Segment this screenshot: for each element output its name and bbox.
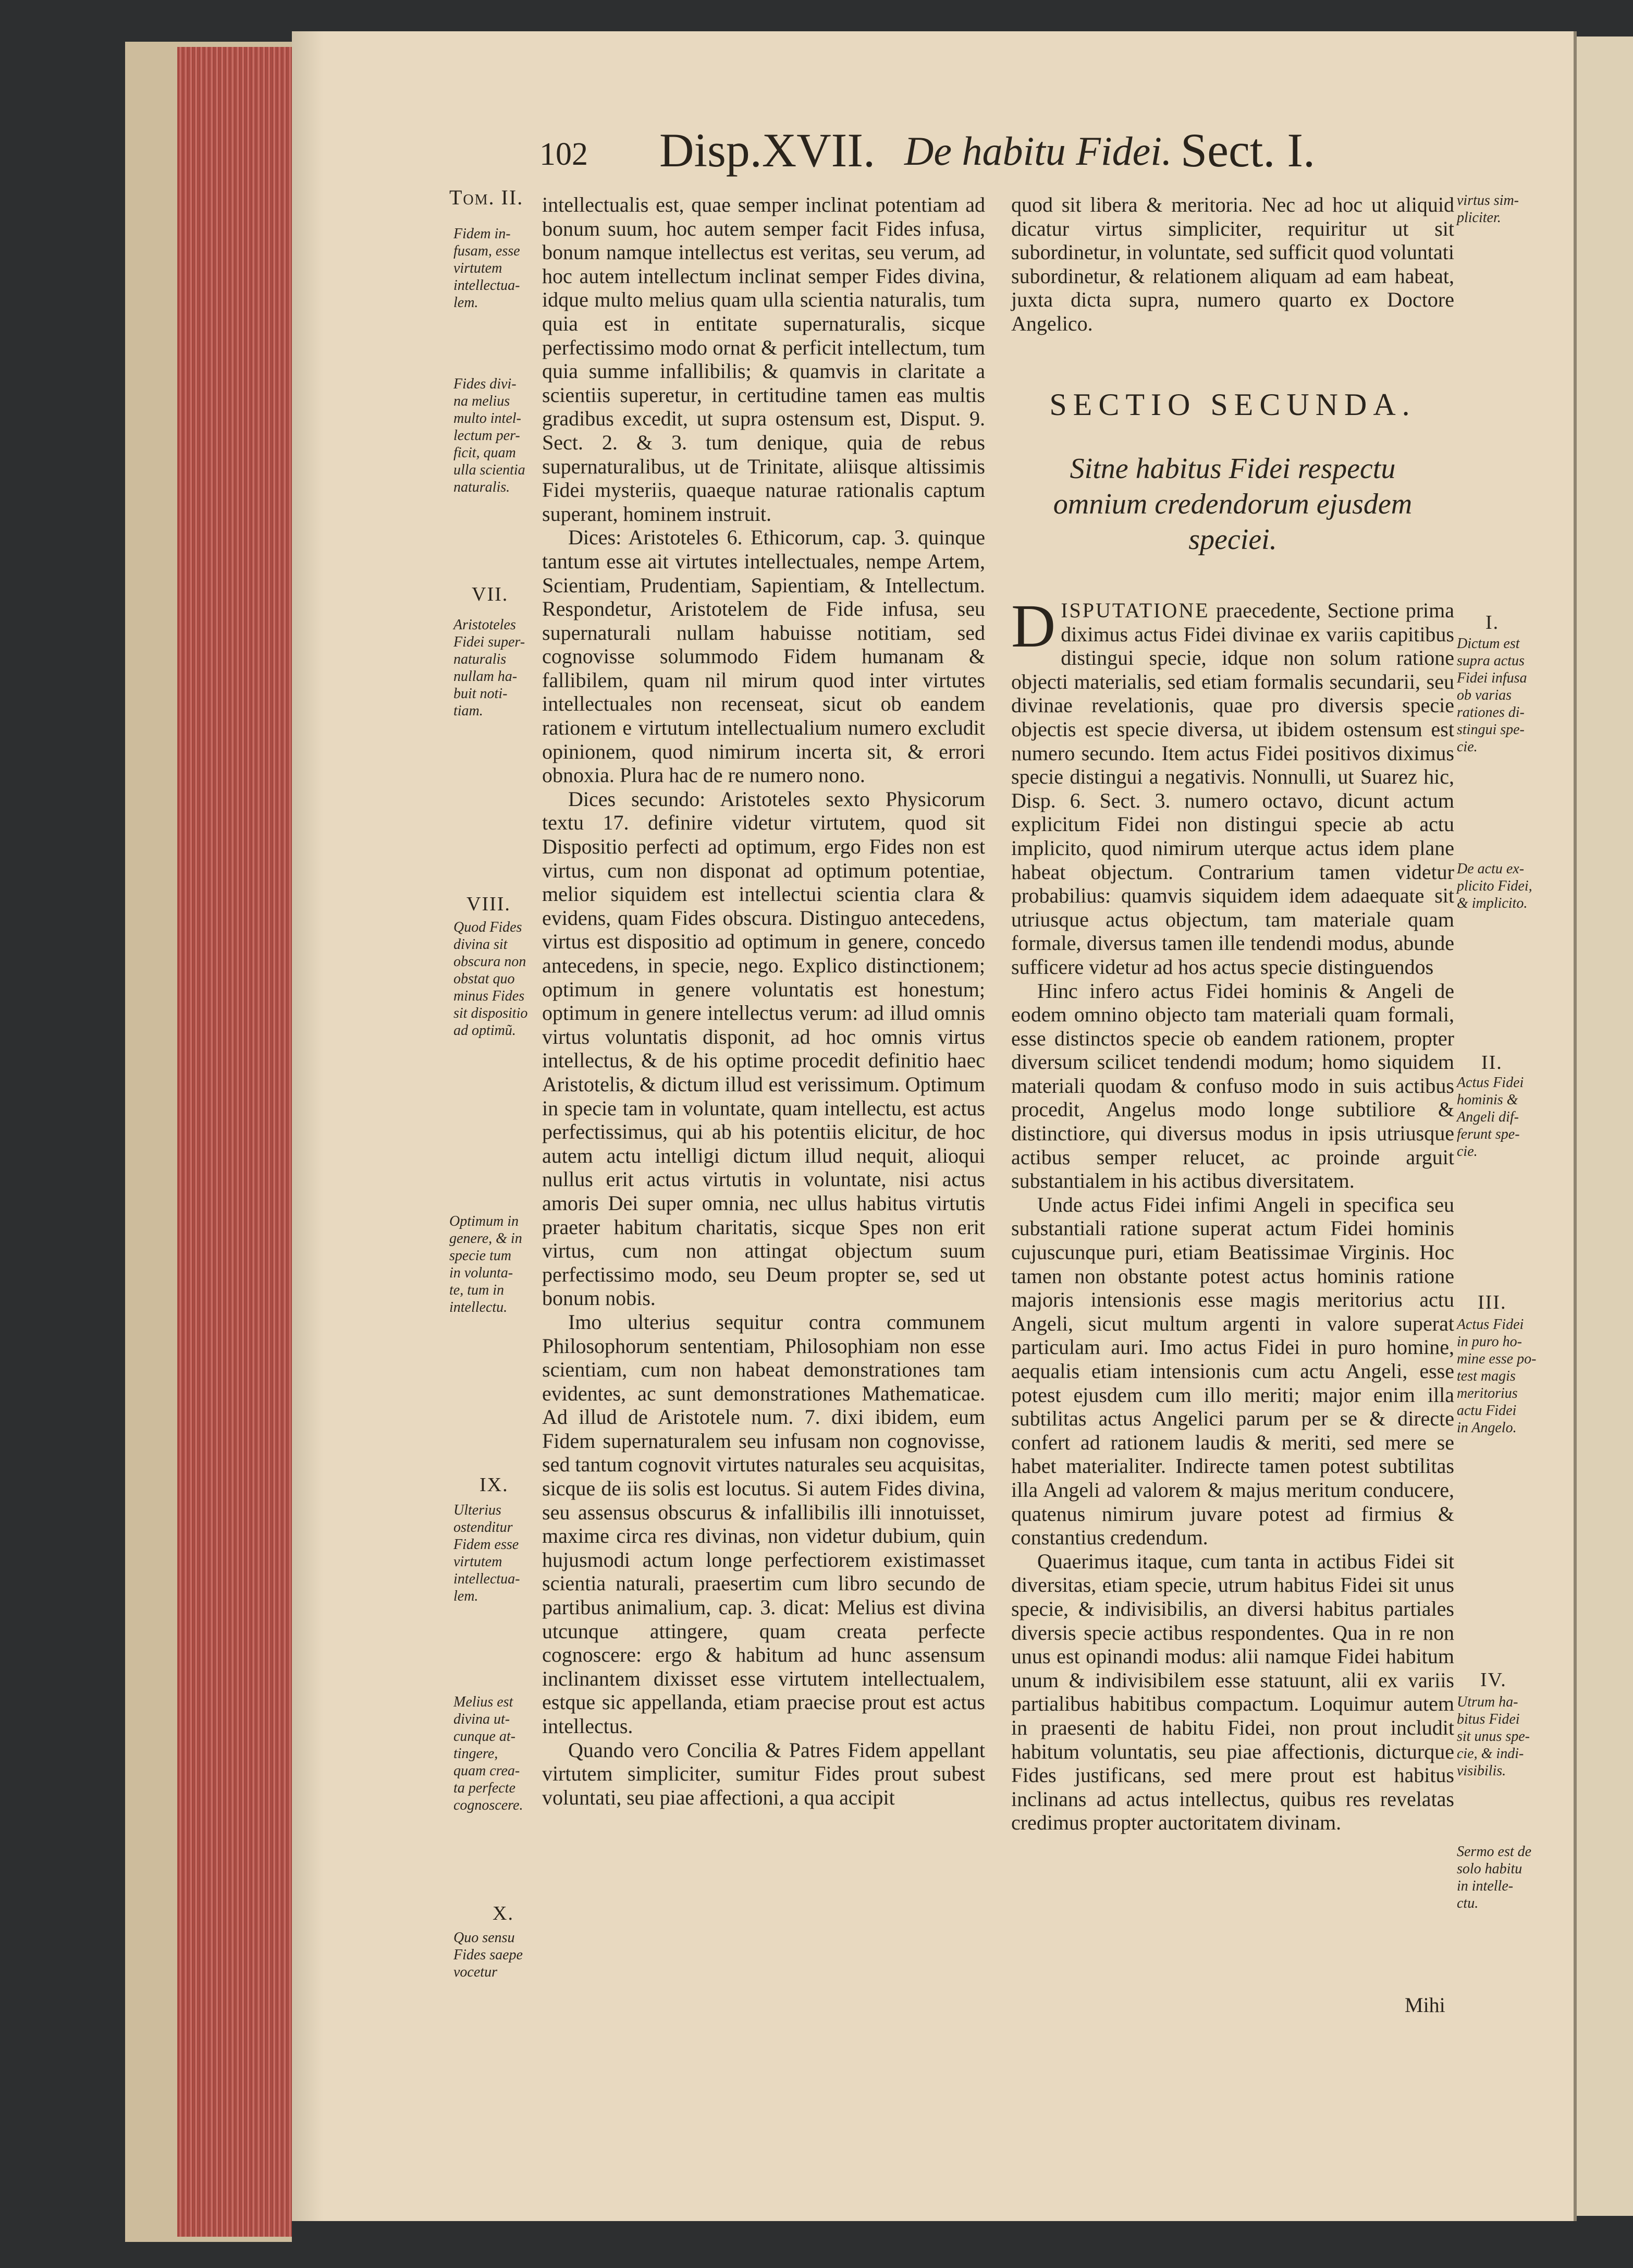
topic-label: De habitu Fidei. (904, 128, 1172, 174)
margin-note-2: Fides divi- na melius multo intel- lectum per- ficit, quam ulla scientia naturalis. (453, 376, 525, 495)
margin-number-viii: VIII. (466, 893, 511, 915)
paragraph-text: praecedente, Sectione prima diximus actus Fidei divinae ex variis capitibus distingui specie, idque non solum ratione objecti materialis, sed etiam formalis secundarii, seu divinae revelationis, quae pro diversis specie objectis est specie diversa, ut ibidem ostensum est numero secundo. Item actus Fidei positivos diximus specie distingui a negativis. Nonnulli, ut Suarez hic, Disp. 6. Sect. 3. numero octavo, dicunt actum explicitum Fidei non distingui specie ab actu implicito, quod nimirum uterque actus idem plane habeat objectum. Contrarium tamen videtur probabilius: quamvis siquidem idem adaequate sit utriusque actus objectum, tam materiale quam formale, diversus tamen ille tendendi modus, abunde sufficere videtur ad hos actus specie distinguendos (1011, 599, 1454, 979)
margin-number-vii: VII. (472, 583, 509, 605)
paragraph: Dices: Aristoteles 6. Ethicorum, cap. 3. quinque tantum esse ait virtutes intellectuales, nempe Artem, Scientiam, Prudentiam, Sapientiam, & Intellectum. Respondetur, Aristotelem de Fide infusa, seu supernaturali nullam habuisse notitiam, sed cognovisse solummodo Fidem humanam & fallibilem, quam nil mirum quod inter virtutes intellectuales non recenseat, sicut ob eandem rationem e virtutum intellectualium numero excludit opinionem, quod nimirum incerta sit, & errori obnoxia. Plura hac de re numero nono. (542, 526, 985, 787)
tome-label: Tom. II. (449, 186, 524, 209)
margin-note-r0: virtus sim- pliciter. (1457, 192, 1519, 226)
paragraph: Imo ulterius sequitur contra communem Philosophorum sententiam, Philosophiam non esse scientiam, cum non habeat demonstrationes tam evidentes, ac sunt demonstrationes Mathematicae. Ad illud de Aristotele num. 7. dixi ibidem, eum Fidem supernaturalem seu infusam non cognovisse, sed tantum cognovit virtutes naturales seu acquisitas, sicque de iis solis est locutus. Si autem Fides divina, seu assensus obscurus & infallibilis illi innotuisset, maxime circa res divinas, non videtur dubium, quin hujusmodi actum longe perfectiorem existimasset scientia naturali, praesertim cum libro secundo de partibus animalium, cap. 3. dicat: Melius est divina utcunque attingere, quam creata perfecte cognoscere: ergo & habitum ad hunc assensum inclinantem dixisset esse virtutem intellectualem, estque sic appellanda, etiam praecise prout est actus intellectus. (542, 1310, 985, 1738)
page-edges (177, 47, 292, 2237)
margin-note-6: Ulterius ostenditur Fidem esse virtutem intellectua- lem. (453, 1502, 520, 1604)
catchword: Mihi (1405, 1993, 1445, 2017)
left-column (542, 193, 985, 1809)
margin-number-ii: II. (1481, 1052, 1503, 1074)
paragraph: Quando vero Concilia & Patres Fidem appellant virtutem simpliciter, sumitur Fides prout subest voluntati, seu piae affectioni, a qua accipit (542, 1738, 985, 1809)
next-page-sliver (1574, 36, 1633, 2216)
gutter-shade (292, 31, 323, 2221)
right-column-top (1011, 193, 1454, 336)
margin-note-r2: De actu ex- plicito Fidei, & implicito. (1457, 861, 1532, 911)
margin-number-x: X. (493, 1903, 514, 1924)
paragraph: Unde actus Fidei infimi Angeli in specifica seu substantiali ratione superat actum Fidei hominis cujuscunque puri, etiam Beatissimae Virginis. Hoc tamen non obstante potest actus hominis ratione majoris intensionis esse magis meritorius actu Angeli, sicut multum argenti in valore superat particulam auri. Imo actus Fidei in puro homine, aequalis etiam intensionis cum actu Angeli, esse potest ejusdem cum illo meriti; major enim illa subtilitas actus Angelici parum per se & directe confert ad rationem laudis & meriti, sed mere se habet materialiter. Indirecte tamen potest subtilitas illa Angeli ad valorem & majus meritum conducere, quatenus nimirum juvare potest ad firmius & constantius credendum. (1011, 1192, 1454, 1550)
paragraph: intellectualis est, quae semper inclinat potentiam ad bonum suum, hoc autem semper facit Fides infusa, bonum namque intellectus est veritas, seu verum, ad hoc autem intellectum inclinat semper Fides divina, idque multo melius quam ulla scientia naturalis, tum quia est in entitate supernaturalis, sicque perfectissimo modo ornat & perficit intellectum, tum quia summe infallibilis; & quamvis in claritate a scientiis superetur, in certitudine tamen eas multis gradibus excedit, ut supra ostensum est, Disput. 9. Sect. 2. & 3. tum denique, quia de rebus supernaturalibus, ut de Trinitate, aliisque altissimis Fidei mysteriis, quaeque naturae rationalis captum superant, hominem instruit. (542, 193, 985, 526)
margin-note-r4: Actus Fidei in puro ho- mine esse po- test magis meritorius actu Fidei in Angelo. (1457, 1316, 1537, 1436)
disputation-label: Disp.XVII. (659, 124, 875, 177)
margin-note-r3: Actus Fidei hominis & Angeli dif- ferunt spe- cie. (1457, 1075, 1524, 1160)
page-number: 102 (539, 137, 588, 172)
paragraph: quod sit libera & meritoria. Nec ad hoc ut aliquid dicatur virtus simpliciter, requiritur ut sit subordinetur, in voluntate, sed sufficit quod voluntati subordinetur, & relationem aliquam ad eam habeat, juxta dicta supra, numero quarto ex Doctore Angelico. (1011, 193, 1454, 335)
margin-number-ix: IX. (480, 1474, 509, 1496)
drop-cap: D (1011, 592, 1056, 660)
paragraph: Quaerimus itaque, cum tanta in actibus Fidei sit diversitas, etiam specie, utrum habitus Fidei sit unus specie, & indivisibilis, an diversi habitus partiales diversis specie actibus respondentes. Qua in re non unus est opinandi modus: alii namque Fidei habitum unum & indivisibilem esse statuunt, alii ex variis partialibus habitibus compactum. Loquimur autem in praesenti de habitu Fidei, non prout includit habitum voluntatis, seu piae affectionis, dicturque Fides justificans, sed mere prout est habitus inclinans ad actus intellectus, quibus res revelatas credimus propter auctoritatem divinam. (1011, 1549, 1454, 1835)
smallcaps-lead: ISPUTATIONE (1061, 599, 1210, 622)
margin-note-r5: Utrum ha- bitus Fidei sit unus spe- cie, & indi- visibilis. (1457, 1694, 1530, 1779)
margin-note-r6: Sermo est de solo habitu in intelle- ctu. (1457, 1844, 1532, 1911)
margin-note-3: Aristoteles Fidei super- naturalis nullam ha- buit noti- tiam. (453, 617, 525, 719)
margin-note-7: Melius est divina ut- cunque at- tingere, quam crea- ta perfecte cognoscere. (453, 1694, 523, 1813)
margin-number-i: I. (1485, 612, 1500, 633)
section-heading: SECTIO SECUNDA. (1049, 387, 1416, 422)
margin-note-1: Fidem in- fusam, esse virtutem intellectua- lem. (453, 226, 520, 311)
margin-number-iii: III. (1478, 1291, 1507, 1313)
margin-note-r1: Dictum est supra actus Fidei infusa ob varias rationes di- stingui spe- cie. (1457, 636, 1527, 755)
margin-note-5: Optimum in genere, & in specie tum in volunta- te, tum in intellectu. (449, 1213, 522, 1315)
question-title: Sitne habitus Fidei respectu omnium credendorum ejusdem speciei. (1053, 453, 1413, 556)
margin-note-8: Quo sensu Fides saepe vocetur (453, 1930, 523, 1980)
paragraph: Dices secundo: Aristoteles sexto Physicorum textu 17. definire videtur virtutem, quod sit Dispositio perfecti ad optimum, ergo Fides non est virtus, cum non disponat ad optimum potentiae, melior siquidem est intellectui scientia clara & evidens, quam Fides obscura. Distinguo antecedens, virtus est dispositio ad optimum in genere, concedo antecedens, in specie, nego. Explico distinctionem; optimum in genere voluntatis est honestum; optimum in genere intellectus verum: ad illud omnis virtus voluntatis disponit, ad hoc omnis virtus intellectus, & de his optime procedit definitio haec Aristotelis, & dictum illud est verissimum. Optimum in specie tam in voluntate, quam intellectu, est actus perfectissimus, qui ab his potentiis elicitur, de hoc autem actu intelligi dictum illud nequit, alioqui nullus erit actus virtutis in voluntate, nisi actus amoris Dei super omnia, nec ullus habitus virtutis praeter habitum charitatis, sicque Spes non erit virtus, cum non attingat objectum suum perfectissimo modo, seu Deum propter se, sed ut bonum nobis. (542, 787, 985, 1310)
margin-number-iv: IV. (1480, 1669, 1507, 1691)
right-column (1011, 592, 1454, 1835)
section-label: Sect. I. (1181, 124, 1316, 177)
margin-note-4: Quod Fides divina sit obscura non obstat quo minus Fides sit dispositio ad optimũ. (453, 919, 528, 1039)
paragraph (1011, 592, 1454, 979)
running-header (539, 123, 1530, 185)
paragraph: Hinc infero actus Fidei hominis & Angeli de eodem omnino objecto tam materiali quam formali, esse distinctos specie ob eandem rationem, propter diversum scilicet tendendi modum; homo siquidem materiali quodam & confuso modo in suis actibus procedit, Angelus modo longe subtiliore & distinctiore, qui diversus modus in ipsis utriusque actibus semper relucet, ac proinde arguit substantialem in his actibus diversitatem. (1011, 979, 1454, 1193)
